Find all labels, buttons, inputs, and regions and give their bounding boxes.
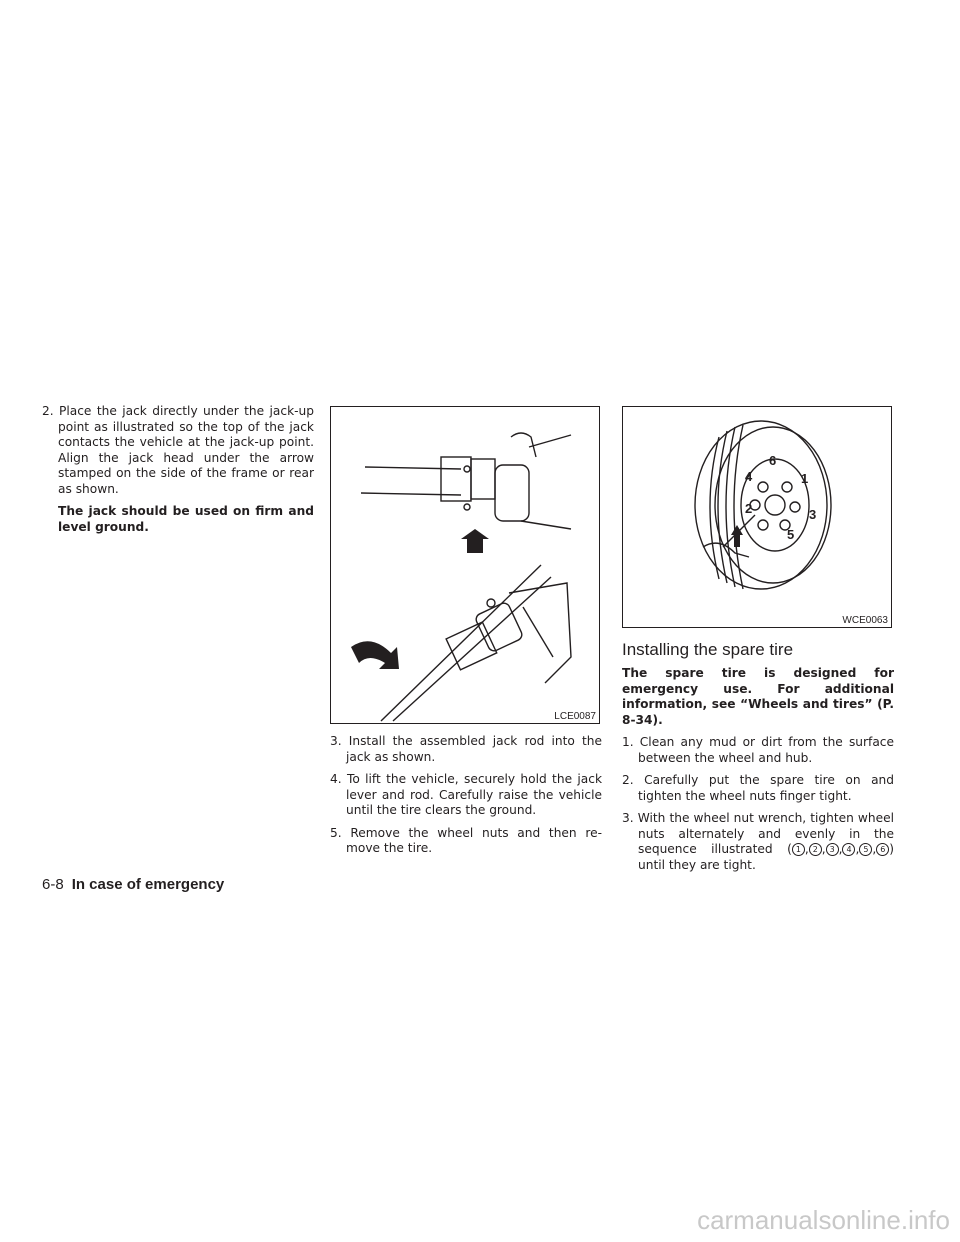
column-middle <box>330 404 602 864</box>
step-number: 1. <box>622 735 634 749</box>
section-heading: Installing the spare tire <box>622 640 794 659</box>
page-footer <box>42 876 224 893</box>
install-step-3: 3. With the wheel nut wrench, tighten wheel nuts alternately and evenly in the sequence illustrated ( 1 , 2 , 3 , 4 , 5 , 6 ) until they are tight. <box>622 811 895 872</box>
section-title: In case of emergency <box>71 876 225 893</box>
jack-illustration <box>330 406 600 724</box>
step-number: 5. <box>330 825 342 840</box>
step-text: ) until they are tight. <box>638 842 894 872</box>
step-number: 2. <box>42 404 54 418</box>
sequence-1: 1 <box>792 843 805 856</box>
intro-note: The spare tire is designed for emergency use. For additional information, see “Wheels and tires” (P. 8-34). <box>622 666 894 727</box>
step-number: 3. <box>330 734 342 748</box>
step-text: Carefully put the spare tire on and tighten the wheel nuts finger tight. <box>638 773 894 803</box>
step-number: 2. <box>622 773 634 787</box>
sequence-4: 4 <box>842 843 855 856</box>
sequence-5: 5 <box>859 843 872 856</box>
figure-code: LCE0087 <box>554 711 596 722</box>
sequence-6: 6 <box>876 843 889 856</box>
step-4 <box>330 772 602 819</box>
step-text: Clean any mud or dirt from the surface between the wheel and hub. <box>638 735 894 765</box>
step-5 <box>330 826 602 857</box>
step-text: Place the jack directly under the jack-up point as illustrated so the top of the jack contacts the vehicle at the jack-up point. Align the jack head under the arrow stamped on the side of the frame or rear as shown. <box>58 404 314 496</box>
install-step-1 <box>622 735 894 766</box>
watermark: carmanualsonline.info <box>697 1205 950 1235</box>
figure-code: WCE0063 <box>842 615 888 626</box>
step-text: With the wheel nut wrench, tighten wheel nuts alternately and evenly in the sequence illustrated ( <box>637 811 895 856</box>
step-text: Remove the wheel nuts and then re-move the tire. <box>346 825 603 855</box>
step-number: 4. <box>330 772 342 786</box>
sequence-2: 2 <box>809 843 822 856</box>
column-right <box>622 404 894 880</box>
step-2 <box>42 404 314 497</box>
step-number: 3. <box>622 811 634 825</box>
wheel-nut-sequence-icon <box>623 407 891 627</box>
sequence-label-1: 1 <box>801 471 809 486</box>
step-2-note: The jack should be used on firm and level ground. <box>58 504 314 534</box>
step-3 <box>330 734 602 765</box>
sequence-label-3: 3 <box>809 507 817 522</box>
install-step-2 <box>622 773 894 804</box>
page-number: 6-8 <box>42 876 64 893</box>
column-left <box>42 404 314 535</box>
spare-tire-illustration <box>622 406 892 628</box>
sequence-label-2: 2 <box>745 501 753 516</box>
step-text: To lift the vehicle, securely hold the jack lever and rod. Carefully raise the vehicle until the tire clears the ground. <box>346 772 602 817</box>
step-text: Install the assembled jack rod into the jack as shown. <box>346 734 602 764</box>
jack-drawing-icon <box>331 407 599 723</box>
sequence-label-6: 6 <box>769 453 777 468</box>
sequence-label-5: 5 <box>787 527 795 542</box>
sequence-3: 3 <box>826 843 839 856</box>
sequence-label-4: 4 <box>745 469 753 484</box>
